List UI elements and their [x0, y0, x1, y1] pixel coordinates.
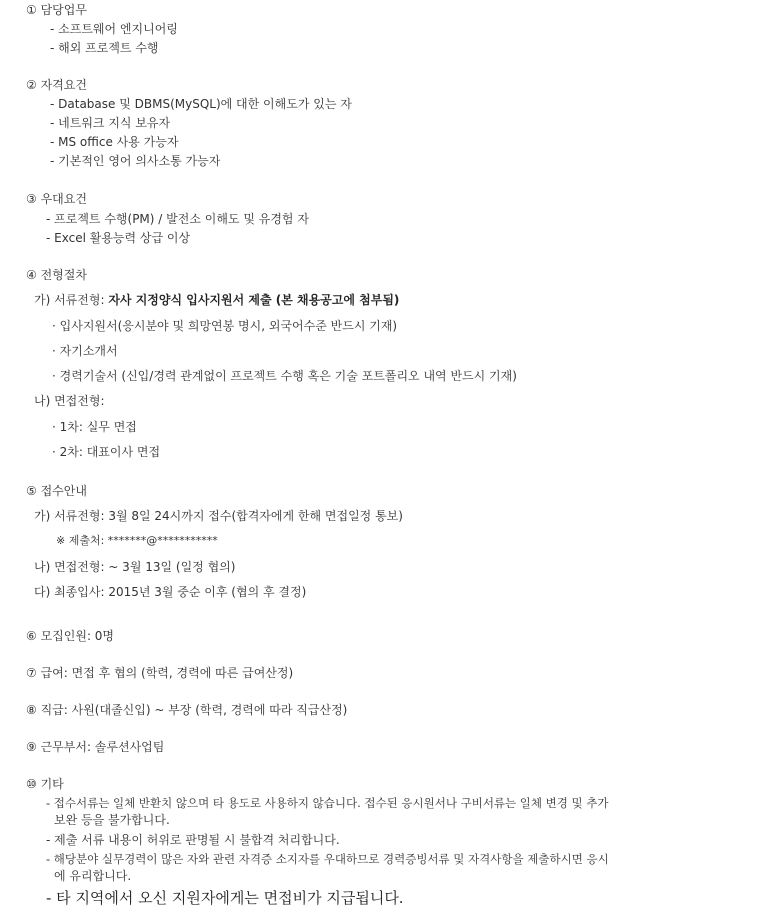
application-interview-line: 나) 면접전형: ~ 3월 13일 (일정 협의): [34, 560, 236, 574]
note-line: 보완 등을 불가합니다.: [54, 813, 170, 827]
note-line: - 해당분야 실무경력이 많은 자와 관련 자격증 소지자를 우대하므로 경력증빙서류 및 자격사항을 제출하시면 응시: [46, 852, 609, 866]
document-item: · 경력기술서 (신입/경력 관계없이 프로젝트 수행 혹은 기술 포트폴리오 내역 반드시 기재): [52, 369, 517, 383]
section-7-salary: ⑦ 급여: 면접 후 협의 (학력, 경력에 따른 급여산정): [26, 666, 294, 680]
application-final-line: 다) 최종입사: 2015년 3월 중순 이후 (협의 후 결정): [34, 585, 307, 599]
document-item: · 입사지원서(응시분야 및 희망연봉 명시, 외국어수준 반드시 기재): [52, 319, 398, 333]
note-line: - 제출 서류 내용이 허위로 판명될 시 불합격 처리합니다.: [46, 833, 340, 847]
section-10-heading: ⑩ 기타: [26, 777, 64, 791]
section-1-item: - 해외 프로젝트 수행: [50, 41, 159, 55]
interview-item: · 2차: 대표이사 면접: [52, 445, 161, 459]
section-2-item: - 기본적인 영어 의사소통 가능자: [50, 154, 221, 168]
screening-document-bold: 자사 지정양식 입사지원서 제출 (본 채용공고에 첨부됨): [108, 293, 400, 307]
section-3-item: - Excel 활용능력 상급 이상: [46, 231, 191, 245]
section-1-heading: ① 담당업무: [26, 3, 87, 17]
section-8-rank: ⑧ 직급: 사원(대졸신입) ~ 부장 (학력, 경력에 따라 직급산정): [26, 703, 348, 717]
interview-heading: 나) 면접전형:: [34, 394, 105, 408]
section-2-item: - Database 및 DBMS(MySQL)에 대한 이해도가 있는 자: [50, 97, 352, 111]
note-line: 에 유리합니다.: [54, 869, 132, 883]
screening-document-label: 가) 서류전형:: [34, 293, 109, 307]
submission-email: ※ 제출처: *******@***********: [56, 534, 218, 547]
section-5-heading: ⑤ 접수안내: [26, 484, 87, 498]
section-2-item: - 네트워크 지식 보유자: [50, 116, 171, 130]
note-line-large: - 타 지역에서 오신 지원자에게는 면접비가 지급됩니다.: [46, 889, 404, 907]
document-item: · 자기소개서: [52, 344, 118, 358]
application-document-line: 가) 서류전형: 3월 8일 24시까지 접수(합격자에게 한해 면접일정 통보): [34, 509, 403, 523]
section-4-heading: ④ 전형절차: [26, 268, 87, 282]
screening-document-line: [34, 292, 399, 308]
note-line: - 접수서류는 일체 반환치 않으며 타 용도로 사용하지 않습니다. 접수된 응시원서나 구비서류는 일체 변경 및 추가: [46, 796, 609, 810]
interview-item: · 1차: 실무 면접: [52, 420, 137, 434]
section-9-department: ⑨ 근무부서: 솔루션사업팀: [26, 740, 165, 754]
section-2-heading: ② 자격요건: [26, 78, 87, 92]
section-2-item: - MS office 사용 가능자: [50, 135, 179, 149]
section-6-headcount: ⑥ 모집인원: 0명: [26, 629, 115, 643]
section-1-item: - 소프트웨어 엔지니어링: [50, 22, 178, 36]
section-3-item: - 프로젝트 수행(PM) / 발전소 이해도 및 유경험 자: [46, 212, 309, 226]
section-3-heading: ③ 우대요건: [26, 192, 87, 206]
